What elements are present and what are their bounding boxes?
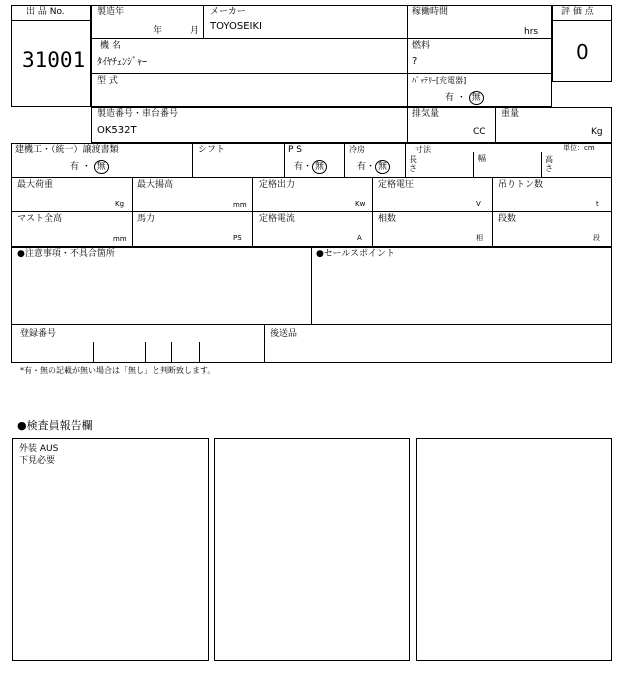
registration-label: 登録番号 bbox=[20, 329, 57, 339]
max-load-label: 最大荷重 bbox=[17, 180, 54, 190]
max-load-unit: Kg bbox=[115, 200, 125, 208]
inspector-box-3 bbox=[416, 438, 612, 661]
inspector-title: ●検査員報告欄 bbox=[17, 419, 93, 432]
cooling-yes: 有 bbox=[357, 162, 367, 172]
type-label: 型 式 bbox=[97, 76, 118, 86]
rated-voltage-label: 定格電圧 bbox=[378, 180, 415, 190]
cert-yes-no: 有 ・ 無 bbox=[70, 160, 109, 174]
cert-yes: 有 bbox=[70, 162, 80, 172]
inspector-box-2 bbox=[214, 438, 410, 661]
fuel-label: 燃料 bbox=[412, 41, 431, 51]
cooling-yes-no: 有・ 無 bbox=[357, 160, 390, 174]
phase-label: 相数 bbox=[378, 214, 397, 224]
displacement-unit: CC bbox=[473, 127, 486, 137]
year-label: 製造年 bbox=[97, 7, 125, 17]
battery-label: ﾊﾞｯﾃﾘｰ[充電器] bbox=[412, 76, 467, 85]
rated-output-unit: Kw bbox=[355, 200, 366, 208]
battery-yes-no: 有 ・ 無 bbox=[445, 91, 484, 105]
battery-no: 無 bbox=[469, 91, 484, 105]
displacement-label: 排気量 bbox=[412, 109, 440, 119]
serial-value: OK532T bbox=[97, 125, 137, 136]
phase-unit: 相 bbox=[476, 234, 483, 242]
hp-label: 馬力 bbox=[137, 214, 156, 224]
dims-label: 寸法 bbox=[415, 145, 431, 154]
width-label: 幅 bbox=[478, 154, 486, 163]
lot-label: 出 品 No. bbox=[26, 7, 65, 17]
maker-label: メーカー bbox=[210, 7, 246, 17]
max-lift-label: 最大揚高 bbox=[137, 180, 174, 190]
hp-unit: PS bbox=[233, 234, 242, 242]
cert-label: 建機工・（統一）譲渡書類 bbox=[15, 145, 119, 155]
fuel-value: ? bbox=[412, 56, 418, 67]
cooling-no: 無 bbox=[375, 160, 390, 174]
spec-grid bbox=[11, 143, 612, 247]
unit-note: 単位：cm bbox=[563, 144, 595, 152]
steps-unit: 段 bbox=[593, 234, 600, 242]
ps-label: P S bbox=[288, 145, 303, 155]
rating-label: 評 価 点 bbox=[561, 7, 594, 17]
mast-label: マスト全高 bbox=[17, 214, 63, 224]
hours-label: 稼働時間 bbox=[412, 7, 449, 17]
shipping-label: 後送品 bbox=[270, 329, 298, 339]
model-label: 機 名 bbox=[100, 41, 121, 51]
inspector-line-1: 外装 AUS bbox=[19, 444, 59, 454]
shift-label: シフト bbox=[198, 145, 226, 155]
cooling-label: 冷房 bbox=[349, 145, 365, 154]
caution-label: ●注意事項・不具合箇所 bbox=[17, 249, 115, 259]
cert-no: 無 bbox=[94, 160, 109, 174]
max-lift-unit: mm bbox=[233, 201, 247, 209]
hours-unit: hrs bbox=[524, 27, 539, 37]
mast-unit: mm bbox=[113, 235, 127, 243]
lot-number: 31001 bbox=[22, 48, 86, 72]
inspector-box-1 bbox=[12, 438, 209, 661]
model-value: ﾀｲﾔﾁｪﾝｼﾞｬｰ bbox=[97, 57, 147, 68]
maker-value: TOYOSEIKI bbox=[210, 21, 262, 32]
weight-label: 重量 bbox=[501, 109, 520, 119]
battery-yes: 有 bbox=[445, 93, 455, 103]
serial-label: 製造番号・車台番号 bbox=[97, 109, 179, 119]
inspector-line-2: 下見必要 bbox=[19, 456, 56, 466]
length-label: 長さ bbox=[409, 155, 417, 173]
year-unit-tsuki: 月 bbox=[190, 26, 200, 36]
rated-current-unit: A bbox=[357, 234, 362, 242]
weight-unit: Kg bbox=[591, 127, 603, 137]
year-unit-nen: 年 bbox=[153, 26, 163, 36]
ps-yes: 有 bbox=[294, 162, 304, 172]
rated-current-label: 定格電流 bbox=[259, 214, 296, 224]
crane-unit: t bbox=[596, 200, 599, 208]
ps-no: 無 bbox=[312, 160, 327, 174]
crane-label: 吊りトン数 bbox=[498, 180, 544, 190]
ps-yes-no: 有・ 無 bbox=[294, 160, 327, 174]
rated-output-label: 定格出力 bbox=[259, 180, 296, 190]
steps-label: 段数 bbox=[498, 214, 517, 224]
footnote: *有・無の記載が無い場合は「無し」と判断致します。 bbox=[20, 366, 216, 375]
sales-label: ●セールスポイント bbox=[316, 249, 396, 259]
rated-voltage-unit: V bbox=[476, 200, 481, 208]
rating-value: 0 bbox=[576, 40, 589, 64]
height-label: 高さ bbox=[545, 155, 553, 173]
